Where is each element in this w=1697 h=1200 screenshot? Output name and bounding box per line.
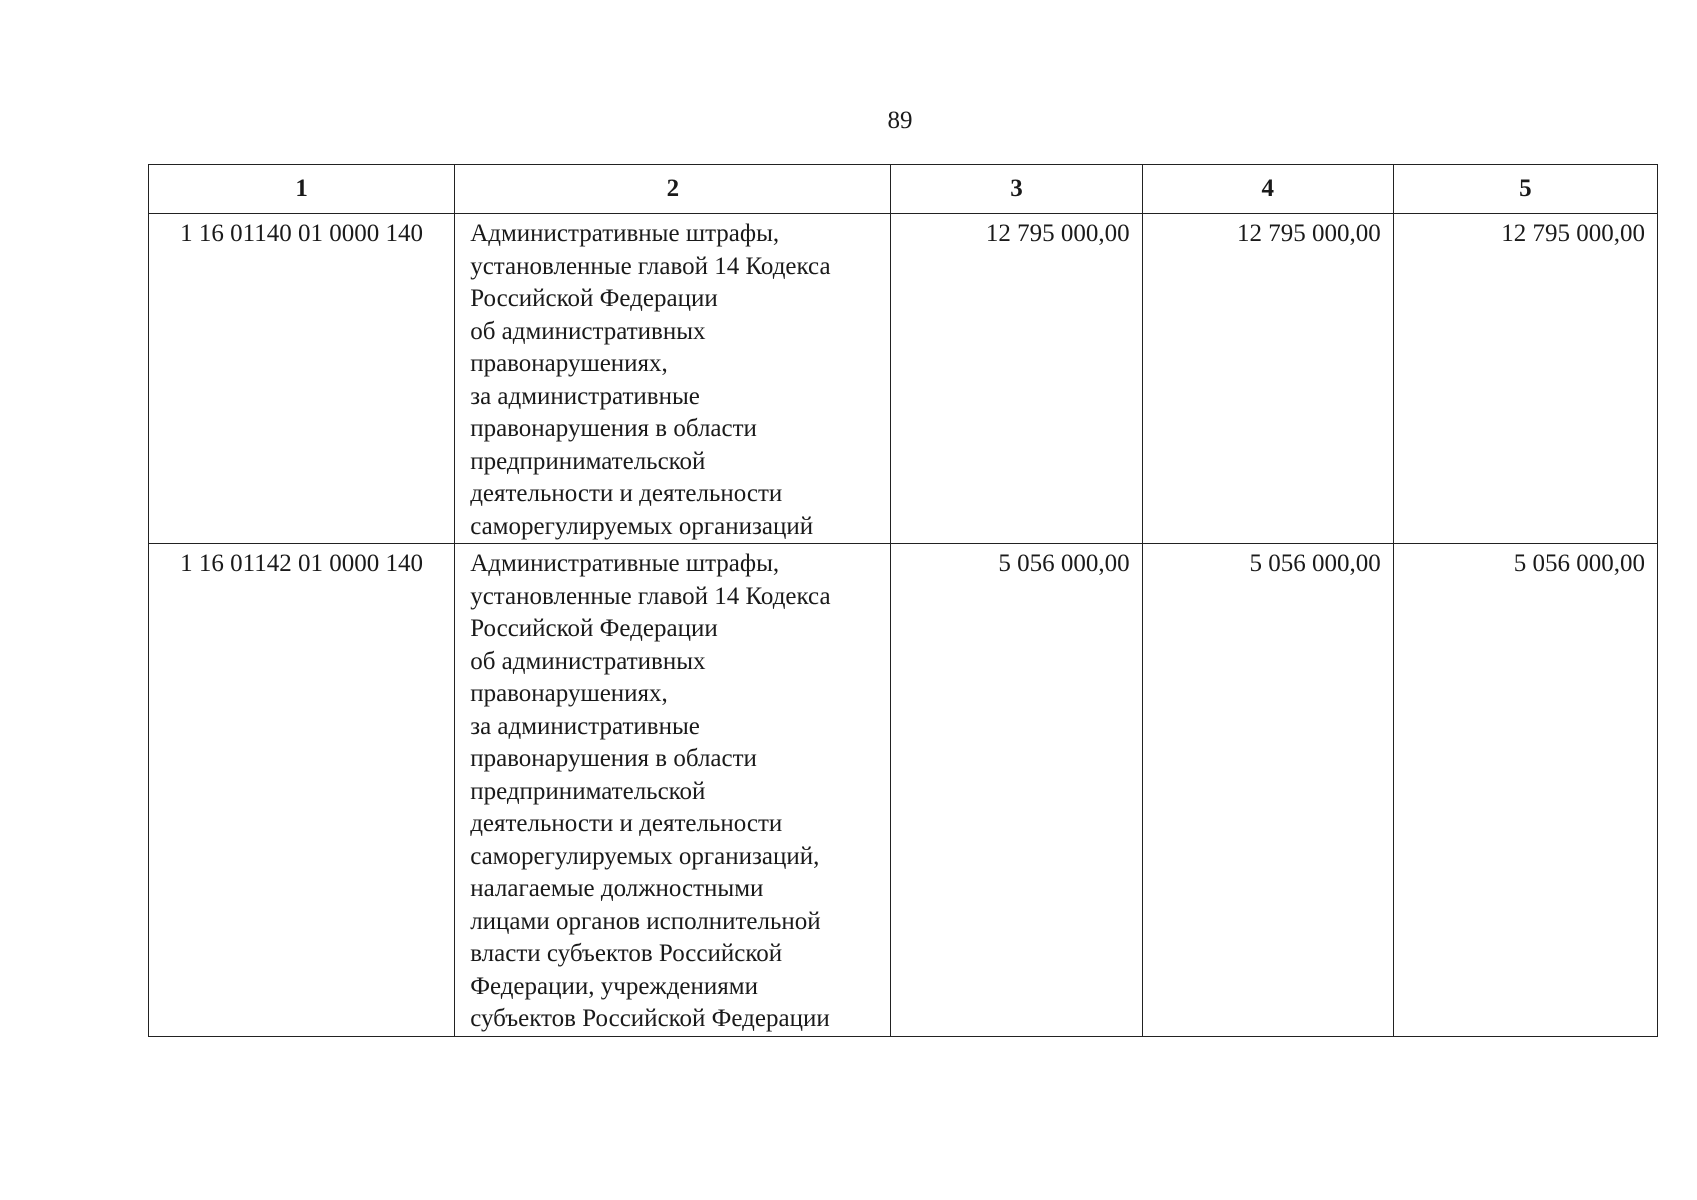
description-line: деятельности и деятельности	[470, 480, 783, 507]
description-line: налагаемые должностными	[470, 875, 764, 902]
description-cell	[455, 214, 891, 544]
column-header-4: 4	[1142, 165, 1393, 214]
description-line: установленные главой 14 Кодекса	[470, 252, 831, 280]
amount-col5-cell: 5 056 000,00	[1393, 544, 1657, 1037]
column-header-5: 5	[1393, 165, 1657, 214]
description-line: саморегулируемых организаций,	[470, 842, 820, 870]
description-line: правонарушения в области	[470, 745, 757, 772]
table-row	[149, 214, 1658, 544]
description-line: Административные штрафы,	[470, 220, 780, 247]
description-line: субъектов Российской Федерации	[470, 1005, 830, 1032]
column-header-1: 1	[149, 165, 455, 214]
column-header-2: 2	[455, 165, 891, 214]
budget-table	[148, 164, 1658, 1037]
description-line: Российской Федерации	[470, 615, 718, 642]
description-line: саморегулируемых организаций	[470, 512, 814, 540]
amount-col4-cell: 5 056 000,00	[1142, 544, 1393, 1037]
amount-col4-cell: 12 795 000,00	[1142, 214, 1393, 544]
amount-col3-cell: 5 056 000,00	[891, 544, 1142, 1037]
description-line: Административные штрафы,	[470, 550, 780, 577]
amount-col5-cell: 12 795 000,00	[1393, 214, 1657, 544]
page-number: 89	[887, 107, 913, 134]
description-line: за административные	[470, 712, 700, 740]
description-line: правонарушениях,	[470, 680, 668, 707]
description-line: деятельности и деятельности	[470, 810, 783, 837]
description-line: об административных	[470, 317, 706, 345]
description-line: Федерации, учреждениями	[470, 972, 758, 1000]
description-line: установленные главой 14 Кодекса	[470, 582, 831, 610]
description-line: лицами органов исполнительной	[470, 907, 821, 935]
amount-col3-cell: 12 795 000,00	[891, 214, 1142, 544]
description-cell	[455, 544, 891, 1037]
description-line: предпринимательской	[470, 777, 706, 805]
description-line: Российской Федерации	[470, 285, 718, 312]
description-line: за административные	[470, 382, 700, 410]
table-row	[149, 544, 1658, 1037]
description-line: правонарушения в области	[470, 415, 757, 442]
description-line: предпринимательской	[470, 447, 706, 475]
description-line: власти субъектов Российской	[470, 940, 783, 967]
budget-code-cell: 1 16 01140 01 0000 140	[149, 214, 455, 544]
description-line: об административных	[470, 647, 706, 675]
budget-code-cell: 1 16 01142 01 0000 140	[149, 544, 455, 1037]
description-line: правонарушениях,	[470, 350, 668, 377]
table-header-row	[149, 165, 1658, 214]
column-header-3: 3	[891, 165, 1142, 214]
